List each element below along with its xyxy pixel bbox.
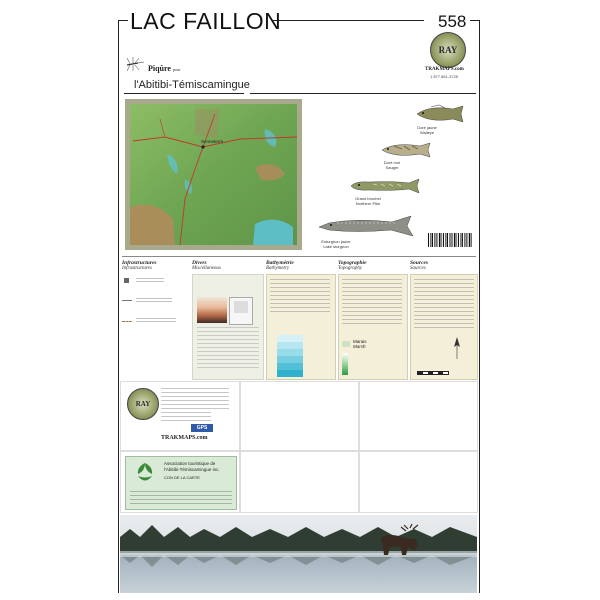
topo-marsh-label	[353, 339, 367, 349]
association-contact-lines	[130, 491, 232, 505]
brand-word: Piqûre	[148, 64, 171, 73]
trakmaps-logo	[127, 388, 159, 420]
legend-sub-topography: Topography	[338, 266, 362, 271]
topo-legend-panel	[338, 274, 408, 380]
inset-map	[125, 99, 302, 250]
infra-lines-2	[136, 298, 172, 304]
panel-blank-3	[359, 381, 478, 451]
bottom-panels	[120, 381, 477, 513]
gps-badge	[191, 424, 213, 432]
legend-sub-bathymetry: Bathymetry	[266, 266, 290, 271]
lake-moose-photo	[120, 515, 477, 593]
association-short: CON DE LA CARTE	[164, 475, 200, 480]
bathy-shade-4	[277, 356, 303, 363]
divers-photo-card	[229, 297, 253, 325]
topo-marsh-en: Marsh	[353, 344, 366, 349]
infra-building-icon	[124, 278, 129, 283]
divers-photo-sunset	[197, 297, 227, 323]
fish-pike-fr: Grand brochet	[355, 196, 381, 201]
panel-blank-2	[240, 381, 359, 451]
topo-text-lines	[342, 279, 402, 327]
panel-trakmaps-info	[120, 381, 240, 451]
gps-label: GPS	[196, 425, 208, 431]
legend-sub-infrastructures: Infrastructures	[122, 266, 152, 271]
fish-pike-label	[344, 196, 392, 206]
bathy-shade-3	[277, 349, 303, 356]
legend-col-bathymetry	[266, 260, 334, 378]
trakmaps-text-lines-2	[161, 412, 211, 422]
panel-association	[120, 451, 240, 513]
legend-sub-divers: Miscellaneous	[192, 266, 221, 271]
fish-sauger-illustration	[380, 140, 436, 160]
legend-head-infrastructures: Infrastructures	[122, 260, 157, 266]
association-name: Association touristique de l'Abitibi-Témiscamingue inc.	[164, 461, 220, 472]
legend-col-topography	[338, 260, 406, 378]
panel-blank-5	[240, 451, 359, 513]
legend-col-infrastructures	[122, 260, 188, 378]
fish-pike-illustration	[349, 176, 421, 196]
fish-pike-en: Northern Pike	[355, 201, 381, 206]
legend-top-rule	[122, 256, 476, 257]
bathy-shade-5	[277, 363, 303, 370]
fish-walleye-en: Walleye	[419, 130, 435, 135]
fish-sturgeon-fr: Esturgeon jaune	[321, 239, 351, 244]
legend-head-divers: Divers	[192, 260, 207, 266]
brand-suffix: pour	[172, 67, 181, 72]
topo-elevation-scale	[342, 353, 348, 375]
infra-road-icon	[122, 321, 132, 323]
north-arrow-icon	[451, 337, 463, 361]
frame-top-left	[118, 20, 128, 21]
trakmaps-logo-text: RAY	[135, 400, 151, 408]
panel-blank-6	[359, 451, 478, 513]
frame-top-mid	[272, 20, 424, 21]
brand-name	[148, 64, 180, 73]
fish-sturgeon-illustration	[317, 214, 417, 238]
publisher-name[interactable]: TRAKMAPS.com	[425, 67, 464, 72]
bathy-shade-2	[277, 342, 303, 349]
topo-marsh-icon	[342, 341, 350, 347]
divers-card-mark	[234, 301, 248, 313]
frame-right	[479, 20, 480, 593]
legend-sub-sources: Sources	[410, 266, 426, 271]
divers-text-lines	[197, 327, 259, 371]
fish-walleye-illustration	[415, 103, 470, 125]
association-logo-icon	[130, 461, 160, 487]
fish-sturgeon-en: Lake sturgeon	[323, 244, 349, 249]
trakmaps-text-lines	[161, 388, 229, 410]
map-title: LAC FAILLON	[130, 8, 282, 34]
legend-head-sources: Sources	[410, 260, 429, 266]
barcode	[428, 233, 472, 251]
bathy-text-lines	[270, 279, 330, 313]
association-card	[125, 456, 237, 510]
bathy-shade-1	[277, 335, 303, 342]
inset-map-svg	[125, 99, 302, 250]
fish-walleye-label	[405, 125, 449, 135]
topo-marsh-fr: Marais	[353, 339, 367, 344]
legend-col-sources	[410, 260, 476, 378]
ray-logo-text: RAY	[438, 45, 458, 55]
bathy-shade-6	[277, 370, 303, 377]
frame-left	[118, 20, 119, 593]
region-name: l'Abitibi-Témiscamingue	[134, 79, 250, 91]
fish-walleye-fr: Doré jaune	[417, 125, 437, 130]
legend-band	[120, 256, 477, 380]
fish-sturgeon-label	[308, 239, 364, 249]
publisher-logo	[430, 32, 466, 68]
fish-sauger-label	[372, 160, 412, 170]
fish-sauger-en: Sauger	[385, 165, 399, 170]
scale-bar	[417, 371, 449, 375]
inset-label-senneterre: Senneterre	[201, 139, 224, 144]
bathy-scale	[277, 335, 327, 377]
legend-head-topography: Topographie	[338, 260, 367, 266]
bathy-legend-panel	[266, 274, 336, 380]
infra-lines-1	[136, 278, 164, 284]
legend-col-divers	[192, 260, 262, 378]
map-number: 558	[438, 12, 467, 31]
mosquito-icon	[124, 56, 146, 72]
legend-infra-symbols	[122, 276, 188, 336]
divers-photo-panel	[192, 274, 264, 380]
region-underline	[124, 93, 244, 94]
sources-panel	[410, 274, 478, 380]
infra-lines-3	[136, 318, 176, 324]
legend-head-bathymetry: Bathymétrie	[266, 260, 294, 266]
sources-text-lines	[414, 279, 474, 331]
brand-rule	[250, 93, 476, 94]
fish-sauger-fr: Doré noir	[383, 160, 401, 165]
infra-trail-icon	[122, 300, 132, 301]
publisher-phone: 1 877 861-3725	[430, 74, 459, 79]
trakmaps-site-link[interactable]: TRAKMAPS.com	[161, 435, 208, 441]
